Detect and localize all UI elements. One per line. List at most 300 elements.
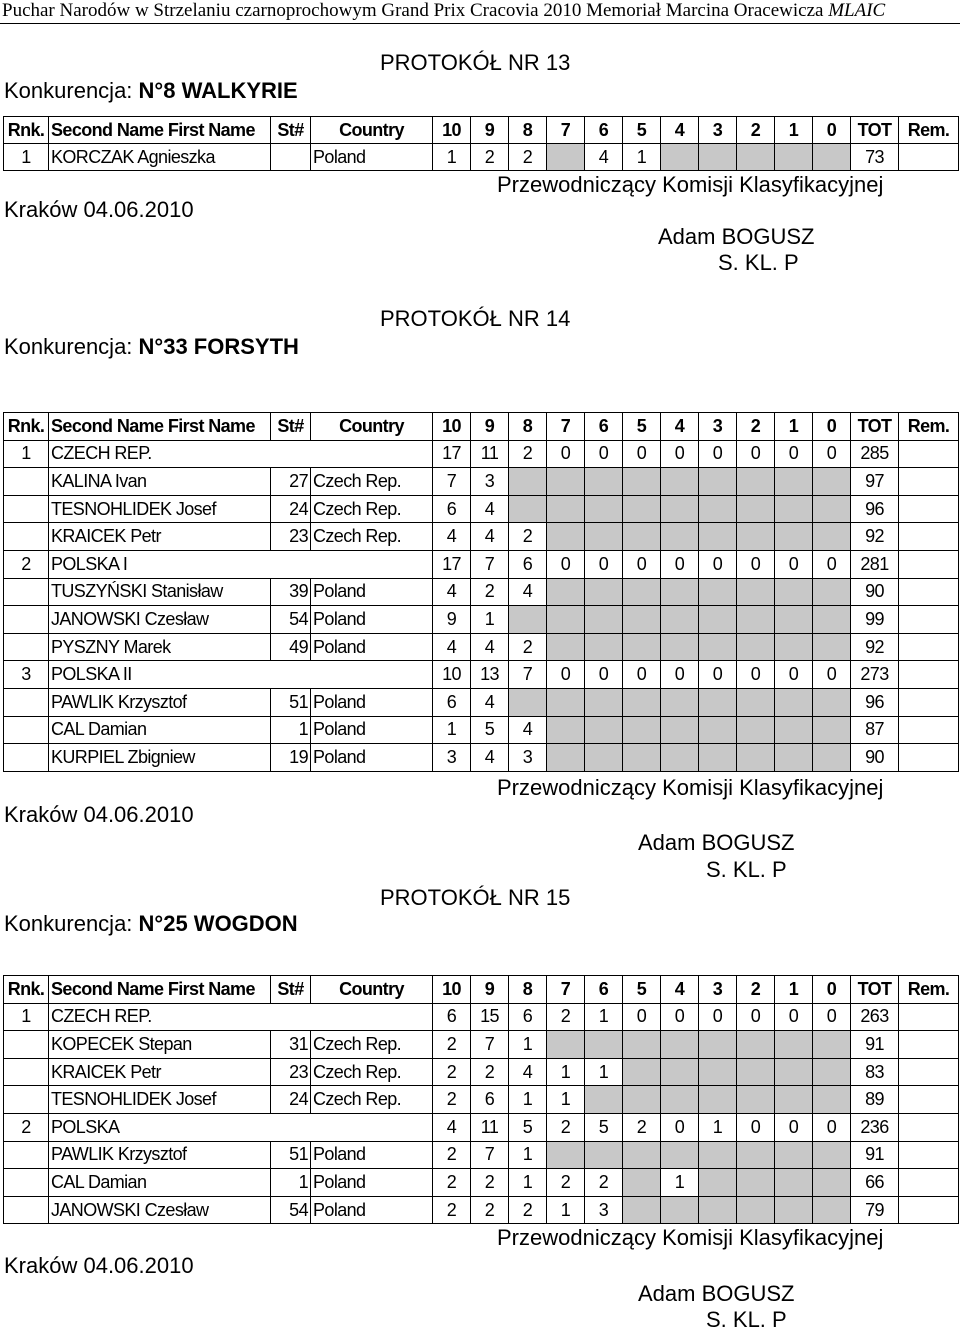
score-cell: 11: [471, 440, 509, 468]
score-cell: 17: [433, 440, 471, 468]
score-cell: [775, 744, 813, 772]
competitor-name-cell: KORCZAK Agnieszka: [49, 144, 271, 171]
start-number-cell: 49: [271, 633, 311, 661]
score-cell: [737, 606, 775, 634]
score-cell: [737, 468, 775, 496]
competitor-name-cell: JANOWSKI Czesław: [49, 606, 271, 634]
start-number-cell: 54: [271, 606, 311, 634]
score-cell: [737, 495, 775, 523]
column-header: 8: [509, 413, 547, 441]
column-header: 6: [585, 976, 623, 1004]
column-header: Rnk.: [4, 117, 49, 144]
total-cell: 90: [851, 744, 899, 772]
score-cell: [775, 144, 813, 171]
rank-cell: [4, 1031, 49, 1059]
start-number-cell: 23: [271, 1058, 311, 1086]
score-cell: [509, 495, 547, 523]
score-cell: [547, 1031, 585, 1059]
start-number-cell: 54: [271, 1196, 311, 1224]
remarks-cell: [899, 661, 959, 689]
score-cell: 2: [433, 1169, 471, 1197]
score-cell: [737, 144, 775, 171]
score-cell: 0: [585, 661, 623, 689]
column-header: 6: [585, 117, 623, 144]
score-cell: 0: [661, 1003, 699, 1031]
column-header: 4: [661, 413, 699, 441]
score-cell: [623, 523, 661, 551]
event-label: [4, 911, 298, 937]
total-cell: 79: [851, 1196, 899, 1224]
score-cell: [585, 1141, 623, 1169]
country-cell: Czech Rep.: [311, 468, 433, 496]
competitor-name-cell: KRAICEK Petr: [49, 1058, 271, 1086]
score-cell: [813, 606, 851, 634]
table-row: [4, 468, 959, 496]
score-cell: [661, 633, 699, 661]
score-cell: 0: [623, 550, 661, 578]
score-cell: 2: [547, 1169, 585, 1197]
score-cell: 0: [775, 1003, 813, 1031]
column-header: 9: [471, 413, 509, 441]
score-cell: [737, 578, 775, 606]
rank-cell: 3: [4, 661, 49, 689]
rank-cell: [4, 578, 49, 606]
score-cell: 0: [775, 1113, 813, 1141]
competitor-name-cell: PYSZNY Marek: [49, 633, 271, 661]
total-cell: 96: [851, 688, 899, 716]
score-cell: [623, 1086, 661, 1114]
table-header-row: [4, 976, 959, 1004]
score-cell: [775, 1058, 813, 1086]
score-cell: [699, 1086, 737, 1114]
column-header: Second Name First Name: [49, 413, 271, 441]
column-header: TOT: [851, 117, 899, 144]
score-cell: 7: [471, 1141, 509, 1169]
rank-cell: [4, 1086, 49, 1114]
score-cell: [585, 578, 623, 606]
score-cell: [699, 1169, 737, 1197]
score-cell: 0: [813, 661, 851, 689]
score-cell: [585, 633, 623, 661]
table-row: [4, 1196, 959, 1224]
score-cell: 4: [433, 523, 471, 551]
score-cell: 0: [813, 550, 851, 578]
score-cell: 0: [699, 1003, 737, 1031]
column-header: 10: [433, 117, 471, 144]
rank-cell: [4, 1141, 49, 1169]
score-cell: 1: [547, 1196, 585, 1224]
score-cell: 6: [509, 1003, 547, 1031]
country-cell: Czech Rep.: [311, 495, 433, 523]
score-cell: [623, 744, 661, 772]
rank-cell: 1: [4, 144, 49, 171]
score-cell: 2: [471, 578, 509, 606]
remarks-cell: [899, 495, 959, 523]
score-cell: 2: [433, 1196, 471, 1224]
score-cell: 3: [433, 744, 471, 772]
total-cell: 281: [851, 550, 899, 578]
score-cell: [623, 1058, 661, 1086]
score-cell: [585, 1086, 623, 1114]
score-cell: [623, 1141, 661, 1169]
score-cell: [775, 468, 813, 496]
remarks-cell: [899, 1031, 959, 1059]
score-cell: [661, 1141, 699, 1169]
score-cell: 1: [547, 1058, 585, 1086]
score-cell: 4: [433, 1113, 471, 1141]
score-cell: 3: [585, 1196, 623, 1224]
score-cell: 2: [585, 1169, 623, 1197]
score-cell: 0: [813, 440, 851, 468]
score-cell: 0: [699, 440, 737, 468]
team-row: [4, 661, 959, 689]
column-header: 5: [623, 117, 661, 144]
event-name: N°33 FORSYTH: [138, 334, 299, 359]
event-prefix: Konkurencja:: [4, 78, 139, 103]
country-cell: Poland: [311, 633, 433, 661]
score-cell: 0: [737, 440, 775, 468]
score-cell: [775, 1086, 813, 1114]
column-header: TOT: [851, 413, 899, 441]
column-header: Rem.: [899, 976, 959, 1004]
score-cell: [699, 688, 737, 716]
column-header: St#: [271, 117, 311, 144]
column-header: 0: [813, 413, 851, 441]
country-cell: Poland: [311, 1196, 433, 1224]
table-row: [4, 578, 959, 606]
start-number-cell: 51: [271, 688, 311, 716]
score-cell: 0: [699, 661, 737, 689]
score-cell: [585, 523, 623, 551]
rank-cell: [4, 633, 49, 661]
start-number-cell: 19: [271, 744, 311, 772]
event-name: N°8 WALKYRIE: [138, 78, 298, 103]
column-header: 1: [775, 976, 813, 1004]
score-cell: [813, 578, 851, 606]
score-cell: [775, 1169, 813, 1197]
column-header: Second Name First Name: [49, 976, 271, 1004]
score-cell: 2: [471, 1058, 509, 1086]
score-cell: [699, 716, 737, 744]
score-cell: [547, 1141, 585, 1169]
team-name-cell: POLSKA II: [49, 661, 433, 689]
score-cell: [737, 1196, 775, 1224]
total-cell: 92: [851, 523, 899, 551]
score-cell: 0: [813, 1113, 851, 1141]
score-cell: 0: [775, 550, 813, 578]
remarks-cell: [899, 523, 959, 551]
score-cell: [585, 716, 623, 744]
column-header: 3: [699, 117, 737, 144]
score-cell: [585, 606, 623, 634]
rank-cell: [4, 606, 49, 634]
start-number-cell: 1: [271, 716, 311, 744]
total-cell: 91: [851, 1141, 899, 1169]
protocol-title: PROTOKÓŁ NR 14: [380, 306, 571, 331]
score-cell: [775, 495, 813, 523]
country-cell: Poland: [311, 144, 433, 171]
protocol-title: PROTOKÓŁ NR 13: [380, 50, 571, 75]
column-header: Country: [311, 117, 433, 144]
score-cell: 4: [433, 633, 471, 661]
score-cell: [623, 633, 661, 661]
score-cell: [661, 744, 699, 772]
rank-cell: [4, 495, 49, 523]
score-cell: 0: [547, 550, 585, 578]
chair-rank: S. KL. P: [706, 1307, 787, 1332]
start-number-cell: 27: [271, 468, 311, 496]
column-header: 7: [547, 117, 585, 144]
remarks-cell: [899, 1086, 959, 1114]
remarks-cell: [899, 1113, 959, 1141]
column-header: 10: [433, 976, 471, 1004]
score-cell: 4: [471, 495, 509, 523]
total-cell: 97: [851, 468, 899, 496]
competitor-name-cell: KOPECEK Stepan: [49, 1031, 271, 1059]
score-cell: 0: [775, 440, 813, 468]
score-cell: 2: [509, 144, 547, 171]
column-header: 8: [509, 117, 547, 144]
score-cell: 2: [433, 1086, 471, 1114]
remarks-cell: [899, 468, 959, 496]
score-cell: [623, 578, 661, 606]
column-header: TOT: [851, 976, 899, 1004]
score-cell: [699, 744, 737, 772]
score-cell: [737, 1058, 775, 1086]
column-header: Rnk.: [4, 413, 49, 441]
team-name-cell: CZECH REP.: [49, 440, 433, 468]
score-cell: 0: [585, 550, 623, 578]
table-row: [4, 144, 959, 171]
event-prefix: Konkurencja:: [4, 911, 139, 936]
competitor-name-cell: CAL Damian: [49, 716, 271, 744]
team-name-cell: CZECH REP.: [49, 1003, 433, 1031]
score-cell: 3: [509, 744, 547, 772]
score-cell: [813, 1031, 851, 1059]
score-cell: [585, 495, 623, 523]
competitor-name-cell: JANOWSKI Czesław: [49, 1196, 271, 1224]
chair-name: Adam BOGUSZ: [658, 224, 815, 249]
score-cell: [813, 523, 851, 551]
score-cell: [547, 716, 585, 744]
score-cell: [737, 1141, 775, 1169]
team-name-cell: POLSKA: [49, 1113, 433, 1141]
score-cell: 0: [737, 1003, 775, 1031]
score-cell: [775, 1141, 813, 1169]
start-number-cell: [271, 144, 311, 171]
chair-name: Adam BOGUSZ: [638, 1281, 795, 1306]
score-cell: 2: [433, 1058, 471, 1086]
score-cell: 13: [471, 661, 509, 689]
score-cell: [813, 744, 851, 772]
remarks-cell: [899, 578, 959, 606]
column-header: 1: [775, 413, 813, 441]
table-row: [4, 1086, 959, 1114]
score-cell: 4: [471, 744, 509, 772]
rank-cell: [4, 468, 49, 496]
score-cell: [509, 606, 547, 634]
country-cell: Poland: [311, 744, 433, 772]
column-header: 2: [737, 976, 775, 1004]
score-cell: 2: [509, 523, 547, 551]
score-cell: 4: [471, 523, 509, 551]
score-cell: 1: [471, 606, 509, 634]
table-row: [4, 606, 959, 634]
score-cell: [813, 468, 851, 496]
score-cell: [737, 744, 775, 772]
remarks-cell: [899, 1003, 959, 1031]
column-header: 7: [547, 976, 585, 1004]
score-cell: [661, 716, 699, 744]
score-cell: 4: [509, 716, 547, 744]
competitor-name-cell: CAL Damian: [49, 1169, 271, 1197]
results-table: [3, 412, 959, 772]
score-cell: [775, 1031, 813, 1059]
score-cell: [661, 606, 699, 634]
header-title: Puchar Narodów w Strzelaniu czarnoprochowym Grand Prix Cracovia 2010 Memoriał Marcina Oracewicza: [2, 0, 829, 21]
rank-cell: 1: [4, 440, 49, 468]
score-cell: [813, 716, 851, 744]
table-row: [4, 523, 959, 551]
remarks-cell: [899, 606, 959, 634]
total-cell: 92: [851, 633, 899, 661]
start-number-cell: 23: [271, 523, 311, 551]
document-date: Kraków 04.06.2010: [4, 197, 194, 222]
country-cell: Czech Rep.: [311, 1031, 433, 1059]
score-cell: [699, 523, 737, 551]
team-name-cell: POLSKA I: [49, 550, 433, 578]
score-cell: [547, 578, 585, 606]
score-cell: 1: [509, 1169, 547, 1197]
score-cell: 0: [547, 661, 585, 689]
score-cell: [737, 1031, 775, 1059]
column-header: Country: [311, 413, 433, 441]
remarks-cell: [899, 550, 959, 578]
score-cell: 1: [433, 716, 471, 744]
score-cell: [661, 688, 699, 716]
column-header: Rem.: [899, 413, 959, 441]
column-header: St#: [271, 413, 311, 441]
score-cell: [775, 716, 813, 744]
score-cell: [509, 688, 547, 716]
score-cell: 17: [433, 550, 471, 578]
score-cell: [737, 1169, 775, 1197]
score-cell: [585, 468, 623, 496]
score-cell: 2: [433, 1141, 471, 1169]
score-cell: [661, 578, 699, 606]
score-cell: [547, 633, 585, 661]
score-cell: [547, 523, 585, 551]
event-label: [4, 334, 299, 360]
score-cell: 1: [699, 1113, 737, 1141]
country-cell: Poland: [311, 1141, 433, 1169]
score-cell: 2: [547, 1003, 585, 1031]
score-cell: 0: [813, 1003, 851, 1031]
score-cell: [813, 1141, 851, 1169]
rank-cell: 2: [4, 1113, 49, 1141]
score-cell: 0: [585, 440, 623, 468]
score-cell: [775, 1196, 813, 1224]
score-cell: 2: [471, 144, 509, 171]
score-cell: 0: [737, 661, 775, 689]
event-name: N°25 WOGDON: [138, 911, 298, 936]
score-cell: [661, 1196, 699, 1224]
score-cell: [699, 495, 737, 523]
total-cell: 263: [851, 1003, 899, 1031]
document-date: Kraków 04.06.2010: [4, 802, 194, 827]
remarks-cell: [899, 1058, 959, 1086]
table-header-row: [4, 117, 959, 144]
score-cell: [585, 744, 623, 772]
column-header: 5: [623, 413, 661, 441]
start-number-cell: 51: [271, 1141, 311, 1169]
score-cell: [737, 716, 775, 744]
score-cell: 6: [433, 495, 471, 523]
score-cell: 3: [471, 468, 509, 496]
score-cell: [699, 1141, 737, 1169]
column-header: Rem.: [899, 117, 959, 144]
score-cell: 0: [775, 661, 813, 689]
column-header: 2: [737, 117, 775, 144]
score-cell: [661, 468, 699, 496]
score-cell: [547, 495, 585, 523]
table-header-row: [4, 413, 959, 441]
score-cell: 0: [661, 1113, 699, 1141]
score-cell: [547, 468, 585, 496]
score-cell: [547, 144, 585, 171]
country-cell: Poland: [311, 1169, 433, 1197]
score-cell: 1: [433, 144, 471, 171]
team-row: [4, 1113, 959, 1141]
column-header: 9: [471, 976, 509, 1004]
column-header: Country: [311, 976, 433, 1004]
score-cell: 0: [661, 661, 699, 689]
column-header: Rnk.: [4, 976, 49, 1004]
team-row: [4, 550, 959, 578]
column-header: 3: [699, 413, 737, 441]
score-cell: [813, 1169, 851, 1197]
score-cell: 6: [433, 1003, 471, 1031]
score-cell: 2: [623, 1113, 661, 1141]
score-cell: [775, 578, 813, 606]
chair-title: Przewodniczący Komisji Klasyfikacyjnej: [497, 172, 884, 197]
score-cell: [699, 606, 737, 634]
team-row: [4, 1003, 959, 1031]
score-cell: [775, 606, 813, 634]
score-cell: 1: [623, 144, 661, 171]
score-cell: [623, 1031, 661, 1059]
rank-cell: [4, 1169, 49, 1197]
country-cell: Czech Rep.: [311, 1086, 433, 1114]
team-row: [4, 440, 959, 468]
rank-cell: [4, 523, 49, 551]
table-row: [4, 716, 959, 744]
column-header: 4: [661, 976, 699, 1004]
competitor-name-cell: KRAICEK Petr: [49, 523, 271, 551]
score-cell: [661, 1058, 699, 1086]
score-cell: 15: [471, 1003, 509, 1031]
country-cell: Poland: [311, 688, 433, 716]
score-cell: 6: [433, 688, 471, 716]
rank-cell: [4, 744, 49, 772]
score-cell: 1: [585, 1058, 623, 1086]
score-cell: 0: [623, 440, 661, 468]
score-cell: 4: [585, 144, 623, 171]
score-cell: 5: [471, 716, 509, 744]
score-cell: 7: [509, 661, 547, 689]
protocol-title: PROTOKÓŁ NR 15: [380, 885, 571, 910]
remarks-cell: [899, 744, 959, 772]
